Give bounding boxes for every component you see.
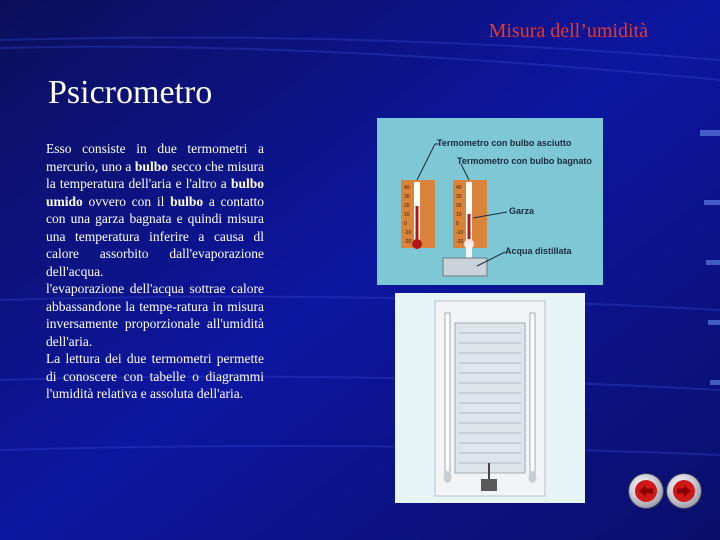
previous-slide-button[interactable] [629, 474, 663, 508]
text-run: a contatto con una garza bagnata e quindi misura una temperatura inferire a causa dl calore assorbito dall'evaporazione dell'acqua. [46, 193, 264, 279]
arrow-left-icon [634, 479, 658, 503]
paragraph-1 [46, 140, 264, 280]
header-title: Misura dell’umidità [488, 20, 648, 42]
bold-term: bulbo [170, 193, 204, 209]
label-gauze: Garza [509, 206, 535, 216]
scale-tick-label: 20 [456, 203, 462, 209]
label-dry-bulb: Termometro con bulbo asciutto [437, 138, 572, 148]
scale-tick-label: -20 [404, 239, 412, 245]
scale-tick-label: 0 [404, 221, 407, 227]
text-run: secco che misura la temperatura dell'aria e l'altro a [46, 158, 264, 191]
scale-tick-label: 10 [456, 212, 462, 218]
psychrometer-instrument-drawing [395, 293, 585, 503]
bold-term: bulbo [134, 158, 168, 174]
text-run: ovvero con il [82, 193, 171, 209]
body-text [46, 140, 264, 403]
scale-tick-label: -10 [404, 230, 412, 236]
slide-title: Psicrometro [48, 74, 213, 111]
paragraph-3: La lettura dei due termometri permette di conoscere con tabelle o diagrammi l'umidità relativa e assoluta dell'aria. [46, 351, 264, 401]
psychrometer-photo [395, 293, 585, 503]
scale-right [456, 184, 466, 244]
next-slide-button[interactable] [667, 474, 701, 508]
psychrometer-diagram [377, 118, 603, 285]
scale-tick-label: -20 [456, 239, 464, 245]
label-water: Acqua distillata [505, 246, 572, 256]
scale-tick-label: 30 [404, 194, 410, 200]
scale-tick-label: 20 [404, 203, 410, 209]
scale-left [404, 184, 414, 244]
label-wet-bulb: Termometro con bulbo bagnato [457, 156, 592, 166]
scale-tick-label: 40 [456, 185, 462, 191]
scale-tick-label: 30 [456, 194, 462, 200]
arrow-right-icon [672, 479, 696, 503]
scale-tick-label: -10 [456, 230, 464, 236]
scale-tick-label: 10 [404, 212, 410, 218]
scale-tick-label: 0 [456, 221, 459, 227]
scale-tick-label: 40 [404, 185, 410, 191]
paragraph-2: l'evaporazione dell'acqua sottrae calore abbassandone la tempe-ratura in misura inversamente proporzionale all'umidità dell'aria. [46, 281, 264, 349]
bold-term: bulbo umido [46, 176, 264, 209]
text-run: Esso consiste in due termometri a mercurio, uno a [46, 141, 264, 174]
